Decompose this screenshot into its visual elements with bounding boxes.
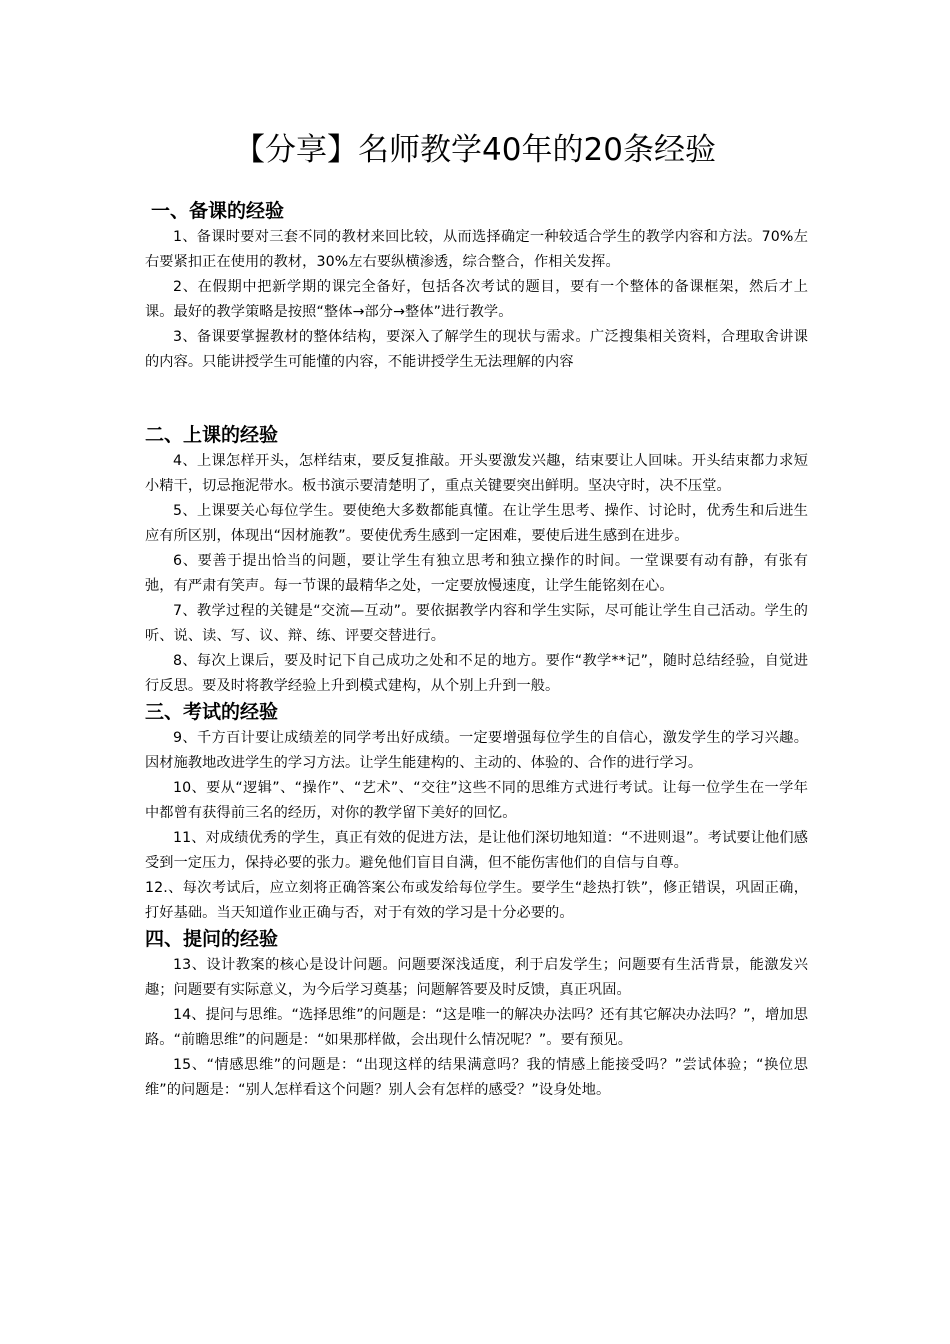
paragraph: 12.、每次考试后，应立刻将正确答案公布或发给每位学生。要学生“趁热打铁”，修正错误，巩固正确，打好基础。当天知道作业正确与否，对于有效的学习是十分必要的。	[145, 880, 808, 921]
paragraph: 3、备课要掌握教材的整体结构，要深入了解学生的现状与需求。广泛搜集相关资料，合理取舍讲课的内容。只能讲授学生可能懂的内容，不能讲授学生无法理解的内容	[145, 329, 808, 370]
paragraph: 15、“情感思维”的问题是：“出现这样的结果满意吗？我的情感上能接受吗？”尝试体验；“换位思维”的问题是：“别人怎样看这个问题？别人会有怎样的感受？”设身处地。	[145, 1057, 808, 1098]
section-heading: 四、提问的经验	[145, 928, 279, 950]
paragraph: 7、教学过程的关键是“交流—互动”。要依据教学内容和学生实际，尽可能让学生自己活动。学生的听、说、读、写、议、辩、练、评要交替进行。	[145, 603, 808, 644]
paragraph: 11、对成绩优秀的学生，真正有效的促进方法，是让他们深切地知道：“不进则退”。考试要让他们感受到一定压力，保持必要的张力。避免他们盲目自满，但不能伤害他们的自信与自尊。	[145, 830, 808, 871]
section-spacer	[145, 375, 808, 422]
paragraph: 5、上课要关心每位学生。要使绝大多数都能真懂。在让学生思考、操作、讨论时，优秀生和后进生应有所区别，体现出“因材施教”。要使优秀生感到一定困难，要使后进生感到在进步。	[145, 503, 808, 544]
paragraph: 6、要善于提出恰当的问题，要让学生有独立思考和独立操作的时间。一堂课要有动有静，有张有弛，有严肃有笑声。每一节课的最精华之处，一定要放慢速度，让学生能铭刻在心。	[145, 553, 808, 594]
section-teaching	[145, 422, 808, 699]
paragraph: 1、备课时要对三套不同的教材来回比较，从而选择确定一种较适合学生的教学内容和方法。70%左右要紧扣正在使用的教材，30%左右要纵横渗透，综合整合，作相关发挥。	[145, 229, 808, 270]
paragraph: 2、在假期中把新学期的课完全备好，包括各次考试的题目，要有一个整体的备课框架，然后才上课。最好的教学策略是按照“整体→部分→整体”进行教学。	[145, 279, 808, 320]
document-title: 【分享】名师教学40年的20条经验	[234, 132, 716, 168]
paragraph: 4、上课怎样开头，怎样结束，要反复推敲。开头要激发兴趣，结束要让人回味。开头结束都力求短小精干，切忌拖泥带水。板书演示要清楚明了，重点关键要突出鲜明。坚决守时，决不压堂。	[145, 453, 808, 494]
section-lesson-preparation	[145, 198, 808, 375]
section-heading: 二、上课的经验	[145, 424, 279, 446]
section-questioning	[145, 926, 808, 1103]
document-body	[145, 198, 808, 1103]
section-heading: 一、备课的经验	[151, 200, 285, 222]
paragraph: 13、设计教案的核心是设计问题。问题要深浅适度，利于启发学生；问题要有生活背景，能激发兴趣；问题要有实际意义，为今后学习奠基；问题解答要及时反馈，真正巩固。	[145, 957, 808, 998]
paragraph: 10、要从“逻辑”、“操作”、“艺术”、“交往”这些不同的思维方式进行考试。让每一位学生在一学年中都曾有获得前三名的经历，对你的教学留下美好的回忆。	[145, 780, 808, 821]
paragraph: 9、千方百计要让成绩差的同学考出好成绩。一定要增强每位学生的自信心，激发学生的学习兴趣。因材施教地改进学生的学习方法。让学生能建构的、主动的、体验的、合作的进行学习。	[145, 730, 808, 771]
section-exams	[145, 699, 808, 926]
paragraph: 14、提问与思维。“选择思维”的问题是：“这是唯一的解决办法吗？还有其它解决办法吗？”，增加思路。“前瞻思维”的问题是：“如果那样做，会出现什么情况呢？”。要有预见。	[145, 1007, 808, 1048]
paragraph: 8、每次上课后，要及时记下自己成功之处和不足的地方。要作“教学**记”，随时总结经验，自觉进行反思。要及时将教学经验上升到模式建构，从个别上升到一般。	[145, 653, 808, 694]
section-heading: 三、考试的经验	[145, 701, 279, 723]
